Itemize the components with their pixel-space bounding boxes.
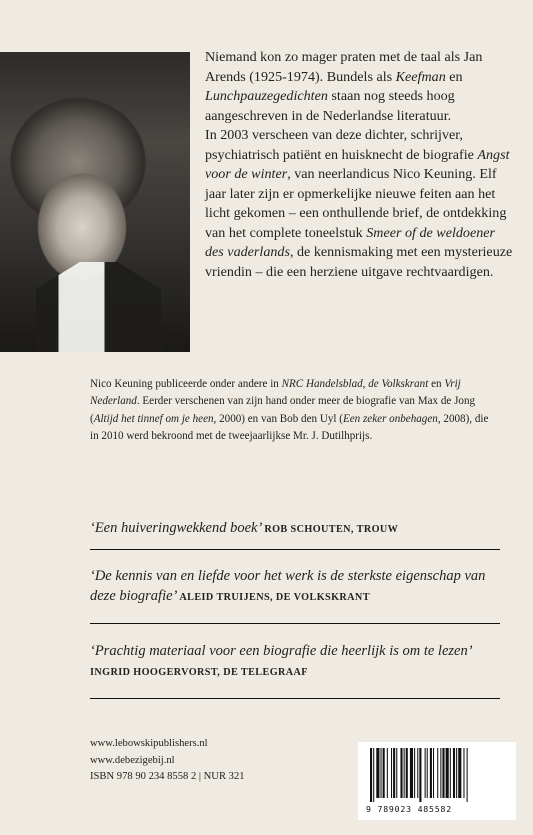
author-note-text: , 2000) en van Bob den Uyl ( [213, 412, 343, 425]
author-note [90, 376, 495, 445]
author-note-text: en [428, 378, 445, 390]
play-title-smeer: Smeer of de weldoener des vaderlands [205, 224, 496, 260]
quote-source: ROB SCHOUTEN, TROUW [264, 524, 399, 535]
barcode-bars [366, 748, 508, 802]
separator-line [90, 549, 500, 550]
book-title-angst-voor-de-winter: Angst voor de winter [205, 146, 510, 182]
barcode-bar [404, 748, 405, 798]
barcode-bar [437, 748, 438, 798]
barcode-bar [442, 748, 444, 798]
author-photo [0, 52, 190, 352]
barcode-bar [400, 748, 402, 798]
review-quote-1 [90, 518, 500, 540]
barcode-bar [391, 748, 392, 798]
barcode-bar [450, 748, 451, 798]
barcode-bar [406, 748, 408, 798]
barcode-bar [463, 748, 464, 798]
description-text: In 2003 verscheen van deze dichter, schrijver, psychiatrisch patiënt en huisknecht de biografie [205, 127, 478, 163]
book-title-lunchpauzegedichten: Lunchpauzegedichten [205, 88, 328, 104]
barcode-bar [440, 748, 441, 798]
quote-text: ‘De kennis van en liefde voor het werk is de sterkste eigenschap van deze biografie’ [90, 568, 486, 604]
publication-nrc: NRC Handelsblad [281, 378, 363, 390]
barcode-bar [396, 748, 397, 798]
author-note-text: , [362, 378, 369, 390]
quote-text: ‘Een huiveringwekkend boek’ [90, 520, 261, 536]
barcode-bar [427, 748, 428, 798]
barcode-bar [453, 748, 455, 798]
author-note-text: , 2008), die in 2010 werd bekroond met de tweejaarlijkse Mr. J. Dutilhprijs. [90, 412, 489, 442]
quote-source: INGRID HOOGERVORST, DE TELEGRAAF [90, 667, 308, 678]
barcode-bar [456, 748, 457, 798]
book-title-een-zeker-onbehagen: Een zeker onbehagen [342, 412, 438, 425]
barcode-bar [425, 748, 426, 798]
separator-line [90, 698, 500, 699]
publisher-website-1[interactable]: www.lebowskipublishers.nl [90, 738, 208, 749]
author-note-text: . Eerder verschenen van zijn hand onder meer de biografie van Max de Jong ( [90, 395, 476, 425]
barcode-bar [446, 748, 449, 798]
barcode-bar [393, 748, 395, 798]
description-text: en [445, 68, 463, 85]
quote-source: ALEID TRUIJENS, DE VOLKSKRANT [179, 592, 370, 603]
barcode-bar [381, 748, 382, 798]
barcode-bar [417, 748, 418, 798]
barcode-bar [376, 748, 379, 798]
barcode-bar [467, 748, 468, 802]
separator-line [90, 623, 500, 624]
barcode-bar [370, 748, 372, 802]
review-quote-2 [90, 566, 500, 608]
review-quote-3 [90, 641, 500, 683]
description-text: staan nog steeds hoog aangeschreven in de Nederlandse literatuur. [205, 88, 455, 124]
publication-volkskrant: de Volkskrant [368, 378, 429, 390]
barcode-bar [433, 748, 434, 798]
book-description [205, 48, 515, 282]
barcode-bar [414, 748, 415, 798]
barcode-bar [387, 748, 388, 798]
publication-vrij-nederland: Vrij Nederland [90, 378, 461, 408]
description-text: , de kennismaking met een mysterieuze vriendin – die een herziene uitgave rechtvaardigen. [205, 244, 513, 280]
imprint-block [90, 736, 245, 786]
barcode-bar [419, 748, 421, 802]
description-paragraph-1 [205, 48, 515, 126]
barcode-number: 9 789023 485582 [366, 804, 452, 814]
barcode-bar [410, 748, 413, 798]
barcode-bar [430, 748, 432, 798]
barcode-bar [383, 748, 385, 798]
isbn-line: ISBN 978 90 234 8558 2 | NUR 321 [90, 771, 245, 782]
publisher-website-2[interactable]: www.debezigebij.nl [90, 754, 175, 766]
description-text: , van neerlandicus Nico Keuning. Elf jaar later zijn er opmerkelijke nieuwe feiten aan het licht gekomen – een onthullende brief, de ontdekking van het complete toneelstuk [205, 166, 507, 241]
book-title-altijd: Altijd het tinnef om je heen [93, 412, 214, 425]
author-note-text: Nico Keuning publiceerde onder andere in [90, 378, 282, 390]
barcode-bar [458, 748, 461, 798]
barcode [358, 742, 516, 820]
barcode-bar [373, 748, 374, 802]
book-title-keefman: Keefman [395, 68, 446, 85]
quote-text: ‘Prachtig materiaal voor een biografie die heerlijk is om te lezen’ [90, 643, 471, 659]
description-text: Niemand kon zo mager praten met de taal als Jan Arends (1925-1974). Bundels als [205, 49, 483, 85]
description-paragraph-2 [205, 126, 515, 282]
